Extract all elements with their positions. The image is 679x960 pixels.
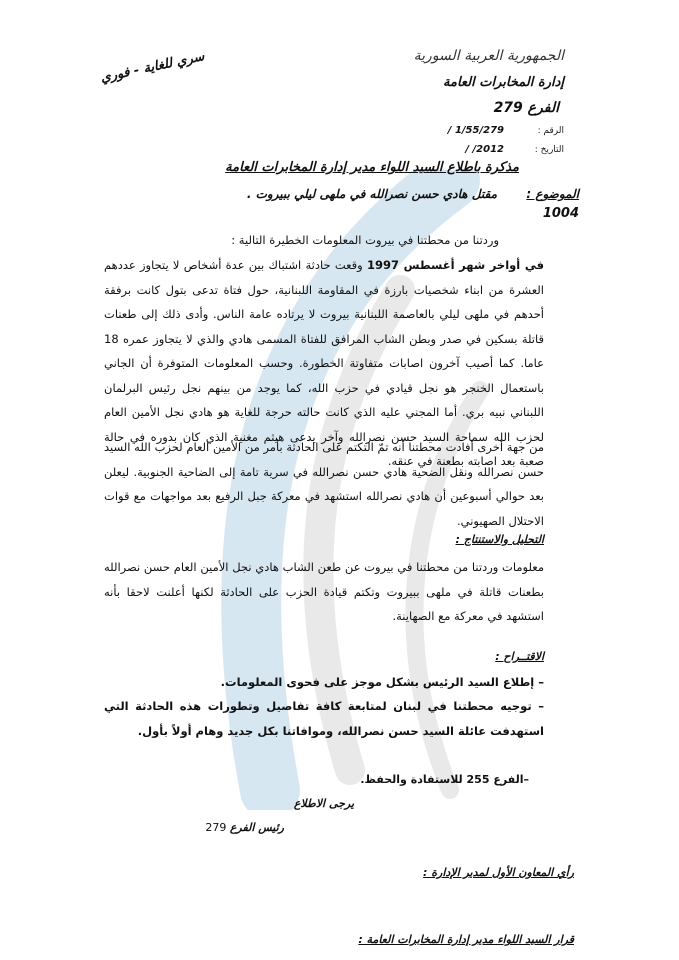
signature-branch: 279 bbox=[205, 821, 227, 834]
intro-line: وردتنا من محطتنا في بيروت المعلومات الخطيرة التالية : bbox=[231, 233, 499, 247]
proposal-item-1: – إطلاع السيد الرئيس بشكل موجز على فحوى المعلومات. bbox=[220, 675, 544, 689]
proposal-item-2: – توجيه محطتنا في لبنان لمتابعة كافة تفاصيل وتطورات هذه الحادثة التي استهدفت عائلة السيد حسن نصرالله، وموافاتنا بكل جديد وهام أولاً بأول. bbox=[104, 699, 544, 738]
paragraph-1-lead: في أواخر شهر أغسطس 1997 bbox=[366, 258, 545, 272]
ref-value: 1/55/279 / bbox=[447, 125, 504, 136]
subject-label: الموضوع : bbox=[526, 187, 579, 201]
date-value: 2012/ / bbox=[465, 144, 504, 155]
file-number: 1004 bbox=[542, 206, 579, 221]
please-review: يرجى الاطلاع bbox=[293, 797, 354, 810]
signature-block bbox=[205, 821, 284, 834]
subject-text: مقتل هادي حسن نصرالله في ملهى ليلي ببيروت . bbox=[246, 187, 497, 201]
handwritten-note: سري للغاية - فوري bbox=[99, 49, 206, 86]
republic-header: الجمهورية العربية السورية bbox=[413, 48, 564, 64]
paragraph-1-text: وقعت حادثة اشتباك بين عدة أشخاص لا يتجاوز عددهم العشرة من ابناء شخصيات بارزة في المقاومة اللبنانية، حول فتاة تدعى بتول كانت برفقة أحدهم في ملهى ليلي بالعاصمة اللبنانية بيروت لا يرتاده عامة الناس. وأدى ذلك إلى طعنات قاتلة بسكين في صدر وبطن الشاب المرافق للفتاة المسمى هادي والذي لا يتجاوز عمره 18 عاما. كما أصيب آخرون اصابات متفاوتة الخطورة. وحسب المعلومات المتوفرة أن الجاني باستعمال الخنجر هو نجل قيادي في حزب الله، كما يوجد من بينهم نجل رئيس البرلمان اللبناني نبيه بري. أما المجني عليه الذي كانت حالته حرجة للغاية هو هادي نجل الأمين العام لحزب الله سماحة السيد حسن نصرالله وآخر يدعى هيثم مغنية الذي كان بدوره في حالة صعبة بعد اصابته بطعنة في عنقه. bbox=[104, 258, 544, 468]
directorate-header: إدارة المخابرات العامة bbox=[443, 75, 564, 90]
memo-title: مذكرة باطلاع السيد اللواء مدير إدارة المخابرات العامة bbox=[225, 160, 519, 175]
analysis-text: معلومات وردتنا من محطتنا في بيروت عن طعن الشاب هادي نجل الأمين العام حسن نصرالله بطعنات قاتلة في ملهى ببيروت وتكتم قيادة الحزب على الحادثة لكنها أعلنت لاحقا بأنه استشهد في معركة مع الصهاينة. bbox=[104, 560, 544, 623]
date-label: التاريخ : bbox=[534, 145, 564, 155]
analysis-heading: التحليل والاستنتاج : bbox=[455, 533, 544, 546]
proposal-heading: الاقتــراح : bbox=[495, 650, 544, 663]
signature-label: رئيس الفرع bbox=[229, 821, 284, 834]
paragraph-2: من جهة أخرى أفادت محطتنا أنه تمّ التكتم على الحادثة بأمر من الأمين العام لحزب الله السيد حسن نصرالله ونقل الضحية هادي حسن نصرالله في سرية تامة إلى الضاحية الجنوبية. ليعلن بعد حوالي أسبوعين أن هادي نصرالله استشهد في معركة جبل الرفيع بعد مواجهات مع قوات الاحتلال الصهيوني. bbox=[104, 440, 544, 528]
distribution-line: –الفرع 255 للاستفادة والحفظ. bbox=[360, 773, 529, 786]
branch-header: الفرع 279 bbox=[493, 100, 559, 116]
director-decision: قرار السيد اللواء مدير إدارة المخابرات العامة : bbox=[358, 933, 574, 946]
deputy-opinion: رأي المعاون الأول لمدير الإدارة : bbox=[423, 866, 574, 879]
ref-label: الرقم : bbox=[537, 126, 564, 136]
